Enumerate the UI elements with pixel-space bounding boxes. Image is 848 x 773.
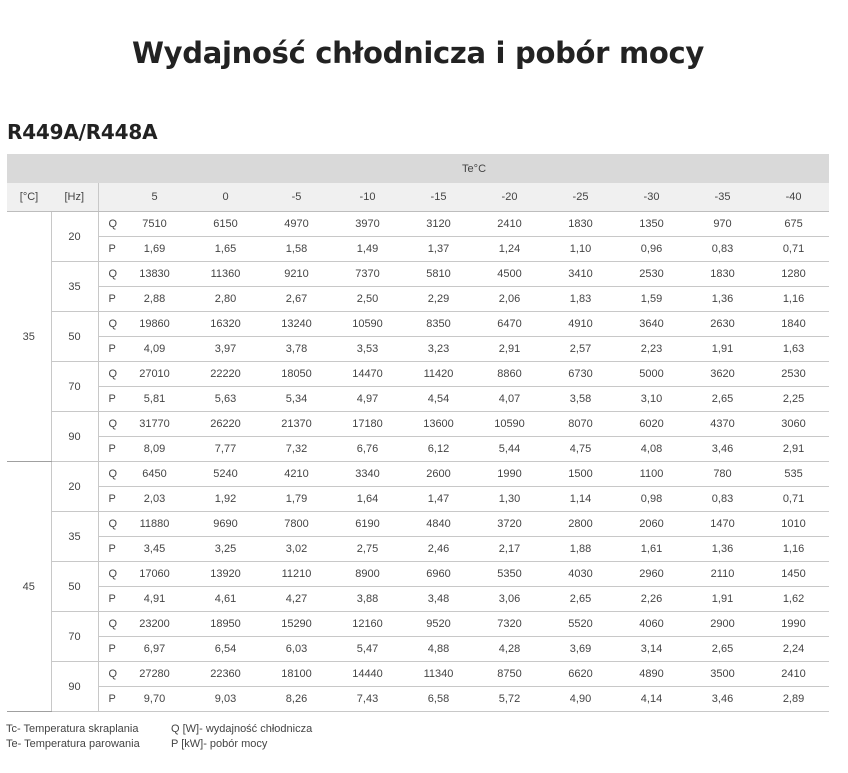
power-cell: 0,71 bbox=[758, 487, 829, 512]
power-cell: 2,75 bbox=[332, 537, 403, 562]
power-cell: 2,25 bbox=[758, 387, 829, 412]
capacity-cell: 8750 bbox=[474, 662, 545, 687]
table-row bbox=[7, 337, 829, 362]
capacity-cell: 11420 bbox=[403, 362, 474, 387]
capacity-cell: 26220 bbox=[190, 412, 261, 437]
te-value-header: 5 bbox=[119, 183, 190, 212]
hz-value: 70 bbox=[51, 612, 98, 662]
capacity-label: Q bbox=[98, 312, 119, 337]
table-row bbox=[7, 512, 829, 537]
capacity-cell: 22220 bbox=[190, 362, 261, 387]
capacity-cell: 6620 bbox=[545, 662, 616, 687]
power-cell: 4,91 bbox=[119, 587, 190, 612]
hz-value: 50 bbox=[51, 562, 98, 612]
capacity-cell: 5350 bbox=[474, 562, 545, 587]
power-cell: 2,06 bbox=[474, 287, 545, 312]
power-cell: 1,83 bbox=[545, 287, 616, 312]
power-cell: 2,65 bbox=[687, 387, 758, 412]
capacity-cell: 4500 bbox=[474, 262, 545, 287]
header-spacer bbox=[98, 183, 119, 212]
capacity-cell: 2060 bbox=[616, 512, 687, 537]
capacity-label: Q bbox=[98, 412, 119, 437]
power-cell: 5,72 bbox=[474, 687, 545, 712]
table-row bbox=[7, 487, 829, 512]
power-cell: 9,03 bbox=[190, 687, 261, 712]
power-cell: 1,49 bbox=[332, 237, 403, 262]
capacity-cell: 17060 bbox=[119, 562, 190, 587]
power-cell: 3,02 bbox=[261, 537, 332, 562]
hz-value: 90 bbox=[51, 662, 98, 712]
capacity-cell: 4840 bbox=[403, 512, 474, 537]
te-header-row bbox=[7, 154, 829, 183]
power-cell: 3,58 bbox=[545, 387, 616, 412]
te-value-header: -15 bbox=[403, 183, 474, 212]
te-value-header: -40 bbox=[758, 183, 829, 212]
capacity-cell: 7370 bbox=[332, 262, 403, 287]
capacity-cell: 3340 bbox=[332, 462, 403, 487]
capacity-cell: 1280 bbox=[758, 262, 829, 287]
te-value-header: -35 bbox=[687, 183, 758, 212]
power-label: P bbox=[98, 437, 119, 462]
power-cell: 2,88 bbox=[119, 287, 190, 312]
power-cell: 3,46 bbox=[687, 437, 758, 462]
capacity-cell: 3640 bbox=[616, 312, 687, 337]
capacity-cell: 13920 bbox=[190, 562, 261, 587]
header-spacer bbox=[7, 154, 119, 183]
power-cell: 5,34 bbox=[261, 387, 332, 412]
capacity-cell: 23200 bbox=[119, 612, 190, 637]
power-cell: 5,47 bbox=[332, 637, 403, 662]
capacity-cell: 8350 bbox=[403, 312, 474, 337]
capacity-cell: 31770 bbox=[119, 412, 190, 437]
power-cell: 2,57 bbox=[545, 337, 616, 362]
power-cell: 1,10 bbox=[545, 237, 616, 262]
capacity-cell: 10590 bbox=[332, 312, 403, 337]
capacity-cell: 21370 bbox=[261, 412, 332, 437]
power-cell: 1,47 bbox=[403, 487, 474, 512]
power-cell: 2,29 bbox=[403, 287, 474, 312]
power-cell: 4,14 bbox=[616, 687, 687, 712]
capacity-cell: 6960 bbox=[403, 562, 474, 587]
capacity-cell: 7510 bbox=[119, 212, 190, 237]
legend-te: Te- Temperatura parowania bbox=[6, 738, 140, 750]
power-cell: 7,43 bbox=[332, 687, 403, 712]
power-cell: 2,91 bbox=[758, 437, 829, 462]
power-cell: 4,75 bbox=[545, 437, 616, 462]
tc-column-header: [°C] bbox=[7, 183, 51, 212]
te-value-header: 0 bbox=[190, 183, 261, 212]
capacity-cell: 11880 bbox=[119, 512, 190, 537]
power-cell: 1,30 bbox=[474, 487, 545, 512]
power-cell: 3,78 bbox=[261, 337, 332, 362]
power-cell: 1,91 bbox=[687, 587, 758, 612]
table-row bbox=[7, 612, 829, 637]
power-cell: 1,62 bbox=[758, 587, 829, 612]
capacity-cell: 6730 bbox=[545, 362, 616, 387]
power-cell: 7,77 bbox=[190, 437, 261, 462]
table-row bbox=[7, 387, 829, 412]
power-cell: 4,90 bbox=[545, 687, 616, 712]
capacity-cell: 9210 bbox=[261, 262, 332, 287]
capacity-cell: 4060 bbox=[616, 612, 687, 637]
power-cell: 2,89 bbox=[758, 687, 829, 712]
power-cell: 2,50 bbox=[332, 287, 403, 312]
capacity-cell: 3500 bbox=[687, 662, 758, 687]
power-label: P bbox=[98, 287, 119, 312]
power-cell: 3,25 bbox=[190, 537, 261, 562]
power-cell: 1,79 bbox=[261, 487, 332, 512]
power-cell: 4,28 bbox=[474, 637, 545, 662]
power-cell: 6,12 bbox=[403, 437, 474, 462]
capacity-cell: 27280 bbox=[119, 662, 190, 687]
capacity-label: Q bbox=[98, 462, 119, 487]
power-cell: 1,61 bbox=[616, 537, 687, 562]
power-cell: 6,76 bbox=[332, 437, 403, 462]
power-cell: 0,83 bbox=[687, 487, 758, 512]
capacity-cell: 2600 bbox=[403, 462, 474, 487]
power-label: P bbox=[98, 337, 119, 362]
capacity-cell: 5810 bbox=[403, 262, 474, 287]
power-cell: 6,97 bbox=[119, 637, 190, 662]
capacity-cell: 2800 bbox=[545, 512, 616, 537]
capacity-cell: 535 bbox=[758, 462, 829, 487]
power-cell: 1,59 bbox=[616, 287, 687, 312]
power-cell: 6,03 bbox=[261, 637, 332, 662]
power-cell: 9,70 bbox=[119, 687, 190, 712]
capacity-cell: 6150 bbox=[190, 212, 261, 237]
power-cell: 1,65 bbox=[190, 237, 261, 262]
refrigerant-heading: R449A/R448A bbox=[7, 120, 158, 144]
capacity-cell: 3720 bbox=[474, 512, 545, 537]
hz-value: 90 bbox=[51, 412, 98, 462]
capacity-cell: 3060 bbox=[758, 412, 829, 437]
capacity-cell: 8860 bbox=[474, 362, 545, 387]
capacity-cell: 5000 bbox=[616, 362, 687, 387]
power-cell: 1,91 bbox=[687, 337, 758, 362]
capacity-cell: 3970 bbox=[332, 212, 403, 237]
capacity-cell: 1350 bbox=[616, 212, 687, 237]
capacity-cell: 18050 bbox=[261, 362, 332, 387]
table-row bbox=[7, 537, 829, 562]
capacity-cell: 675 bbox=[758, 212, 829, 237]
te-value-header: -20 bbox=[474, 183, 545, 212]
capacity-cell: 2630 bbox=[687, 312, 758, 337]
capacity-cell: 6190 bbox=[332, 512, 403, 537]
power-cell: 4,97 bbox=[332, 387, 403, 412]
legend-p: P [kW]- pobór mocy bbox=[171, 738, 268, 750]
power-cell: 4,07 bbox=[474, 387, 545, 412]
table-row bbox=[7, 687, 829, 712]
power-cell: 1,14 bbox=[545, 487, 616, 512]
capacity-cell: 18950 bbox=[190, 612, 261, 637]
power-cell: 3,06 bbox=[474, 587, 545, 612]
capacity-cell: 13600 bbox=[403, 412, 474, 437]
power-cell: 1,63 bbox=[758, 337, 829, 362]
power-cell: 2,17 bbox=[474, 537, 545, 562]
hz-value: 50 bbox=[51, 312, 98, 362]
power-label: P bbox=[98, 687, 119, 712]
capacity-cell: 1990 bbox=[758, 612, 829, 637]
column-header-row bbox=[7, 183, 829, 212]
capacity-cell: 6450 bbox=[119, 462, 190, 487]
hz-value: 20 bbox=[51, 212, 98, 262]
power-cell: 4,54 bbox=[403, 387, 474, 412]
capacity-cell: 19860 bbox=[119, 312, 190, 337]
power-cell: 4,08 bbox=[616, 437, 687, 462]
capacity-cell: 11360 bbox=[190, 262, 261, 287]
table-row bbox=[7, 587, 829, 612]
capacity-cell: 2410 bbox=[758, 662, 829, 687]
table-row bbox=[7, 412, 829, 437]
power-cell: 2,65 bbox=[687, 637, 758, 662]
capacity-cell: 17180 bbox=[332, 412, 403, 437]
legend-right bbox=[171, 722, 312, 752]
capacity-cell: 2410 bbox=[474, 212, 545, 237]
power-cell: 1,36 bbox=[687, 537, 758, 562]
power-cell: 0,71 bbox=[758, 237, 829, 262]
capacity-cell: 1830 bbox=[545, 212, 616, 237]
capacity-cell: 11210 bbox=[261, 562, 332, 587]
capacity-label: Q bbox=[98, 512, 119, 537]
table-row bbox=[7, 237, 829, 262]
power-cell: 3,97 bbox=[190, 337, 261, 362]
capacity-label: Q bbox=[98, 212, 119, 237]
hz-value: 35 bbox=[51, 512, 98, 562]
capacity-cell: 2960 bbox=[616, 562, 687, 587]
tc-value: 35 bbox=[7, 212, 51, 462]
capacity-cell: 3620 bbox=[687, 362, 758, 387]
power-cell: 2,03 bbox=[119, 487, 190, 512]
hz-value: 35 bbox=[51, 262, 98, 312]
power-cell: 3,88 bbox=[332, 587, 403, 612]
capacity-cell: 14470 bbox=[332, 362, 403, 387]
hz-value: 20 bbox=[51, 462, 98, 512]
table-row bbox=[7, 312, 829, 337]
capacity-cell: 1470 bbox=[687, 512, 758, 537]
power-cell: 0,96 bbox=[616, 237, 687, 262]
power-cell: 2,91 bbox=[474, 337, 545, 362]
power-cell: 0,98 bbox=[616, 487, 687, 512]
power-cell: 2,67 bbox=[261, 287, 332, 312]
table-row bbox=[7, 637, 829, 662]
capacity-cell: 7800 bbox=[261, 512, 332, 537]
power-cell: 3,14 bbox=[616, 637, 687, 662]
table-row bbox=[7, 437, 829, 462]
power-cell: 4,88 bbox=[403, 637, 474, 662]
te-value-header: -30 bbox=[616, 183, 687, 212]
table-row bbox=[7, 662, 829, 687]
capacity-cell: 18100 bbox=[261, 662, 332, 687]
power-cell: 2,80 bbox=[190, 287, 261, 312]
table-row bbox=[7, 287, 829, 312]
power-label: P bbox=[98, 587, 119, 612]
capacity-cell: 1990 bbox=[474, 462, 545, 487]
capacity-cell: 4890 bbox=[616, 662, 687, 687]
power-cell: 1,36 bbox=[687, 287, 758, 312]
power-cell: 2,26 bbox=[616, 587, 687, 612]
power-cell: 1,16 bbox=[758, 287, 829, 312]
power-label: P bbox=[98, 637, 119, 662]
performance-table bbox=[7, 154, 829, 712]
power-cell: 8,26 bbox=[261, 687, 332, 712]
power-cell: 4,09 bbox=[119, 337, 190, 362]
table-row bbox=[7, 562, 829, 587]
hz-column-header: [Hz] bbox=[51, 183, 98, 212]
table-row bbox=[7, 462, 829, 487]
capacity-cell: 970 bbox=[687, 212, 758, 237]
capacity-cell: 4030 bbox=[545, 562, 616, 587]
capacity-label: Q bbox=[98, 562, 119, 587]
power-cell: 3,53 bbox=[332, 337, 403, 362]
capacity-cell: 9520 bbox=[403, 612, 474, 637]
capacity-cell: 27010 bbox=[119, 362, 190, 387]
power-label: P bbox=[98, 237, 119, 262]
capacity-cell: 22360 bbox=[190, 662, 261, 687]
power-cell: 1,88 bbox=[545, 537, 616, 562]
power-cell: 1,58 bbox=[261, 237, 332, 262]
power-cell: 1,64 bbox=[332, 487, 403, 512]
power-cell: 5,63 bbox=[190, 387, 261, 412]
capacity-cell: 3410 bbox=[545, 262, 616, 287]
capacity-cell: 13240 bbox=[261, 312, 332, 337]
power-cell: 1,37 bbox=[403, 237, 474, 262]
capacity-label: Q bbox=[98, 262, 119, 287]
te-header: Te°C bbox=[119, 154, 829, 183]
capacity-cell: 1830 bbox=[687, 262, 758, 287]
capacity-cell: 9690 bbox=[190, 512, 261, 537]
power-cell: 1,24 bbox=[474, 237, 545, 262]
capacity-cell: 2530 bbox=[758, 362, 829, 387]
power-cell: 3,45 bbox=[119, 537, 190, 562]
page-title: Wydajność chłodnicza i pobór mocy bbox=[131, 36, 704, 70]
hz-value: 70 bbox=[51, 362, 98, 412]
power-cell: 3,69 bbox=[545, 637, 616, 662]
capacity-cell: 16320 bbox=[190, 312, 261, 337]
capacity-cell: 2530 bbox=[616, 262, 687, 287]
capacity-cell: 5520 bbox=[545, 612, 616, 637]
capacity-cell: 11340 bbox=[403, 662, 474, 687]
legend-q: Q [W]- wydajność chłodnicza bbox=[171, 723, 313, 735]
power-cell: 6,58 bbox=[403, 687, 474, 712]
power-label: P bbox=[98, 537, 119, 562]
capacity-label: Q bbox=[98, 362, 119, 387]
power-cell: 2,46 bbox=[403, 537, 474, 562]
table-row bbox=[7, 362, 829, 387]
power-label: P bbox=[98, 487, 119, 512]
capacity-cell: 4370 bbox=[687, 412, 758, 437]
power-cell: 1,92 bbox=[190, 487, 261, 512]
power-cell: 2,24 bbox=[758, 637, 829, 662]
capacity-cell: 8900 bbox=[332, 562, 403, 587]
te-value-header: -10 bbox=[332, 183, 403, 212]
capacity-label: Q bbox=[98, 612, 119, 637]
power-cell: 2,65 bbox=[545, 587, 616, 612]
power-cell: 7,32 bbox=[261, 437, 332, 462]
power-cell: 1,16 bbox=[758, 537, 829, 562]
capacity-cell: 2900 bbox=[687, 612, 758, 637]
power-cell: 5,44 bbox=[474, 437, 545, 462]
capacity-cell: 1500 bbox=[545, 462, 616, 487]
capacity-cell: 7320 bbox=[474, 612, 545, 637]
tc-value: 45 bbox=[7, 462, 51, 712]
capacity-cell: 1450 bbox=[758, 562, 829, 587]
power-cell: 3,10 bbox=[616, 387, 687, 412]
capacity-cell: 5240 bbox=[190, 462, 261, 487]
capacity-cell: 1010 bbox=[758, 512, 829, 537]
legend-left bbox=[6, 722, 140, 752]
power-cell: 0,83 bbox=[687, 237, 758, 262]
power-label: P bbox=[98, 387, 119, 412]
capacity-cell: 6020 bbox=[616, 412, 687, 437]
capacity-cell: 1840 bbox=[758, 312, 829, 337]
te-value-header: -5 bbox=[261, 183, 332, 212]
table-row bbox=[7, 212, 829, 237]
capacity-cell: 6470 bbox=[474, 312, 545, 337]
capacity-label: Q bbox=[98, 662, 119, 687]
power-cell: 4,27 bbox=[261, 587, 332, 612]
table-row bbox=[7, 262, 829, 287]
capacity-cell: 8070 bbox=[545, 412, 616, 437]
power-cell: 6,54 bbox=[190, 637, 261, 662]
power-cell: 3,46 bbox=[687, 687, 758, 712]
capacity-cell: 780 bbox=[687, 462, 758, 487]
power-cell: 4,61 bbox=[190, 587, 261, 612]
capacity-cell: 14440 bbox=[332, 662, 403, 687]
capacity-cell: 4910 bbox=[545, 312, 616, 337]
capacity-cell: 15290 bbox=[261, 612, 332, 637]
legend-tc: Tc- Temperatura skraplania bbox=[6, 723, 139, 735]
capacity-cell: 2110 bbox=[687, 562, 758, 587]
capacity-cell: 12160 bbox=[332, 612, 403, 637]
capacity-cell: 13830 bbox=[119, 262, 190, 287]
capacity-cell: 1100 bbox=[616, 462, 687, 487]
power-cell: 3,48 bbox=[403, 587, 474, 612]
power-cell: 5,81 bbox=[119, 387, 190, 412]
te-value-header: -25 bbox=[545, 183, 616, 212]
capacity-cell: 4970 bbox=[261, 212, 332, 237]
power-cell: 2,23 bbox=[616, 337, 687, 362]
power-cell: 8,09 bbox=[119, 437, 190, 462]
capacity-cell: 4210 bbox=[261, 462, 332, 487]
power-cell: 1,69 bbox=[119, 237, 190, 262]
capacity-cell: 10590 bbox=[474, 412, 545, 437]
capacity-cell: 3120 bbox=[403, 212, 474, 237]
power-cell: 3,23 bbox=[403, 337, 474, 362]
